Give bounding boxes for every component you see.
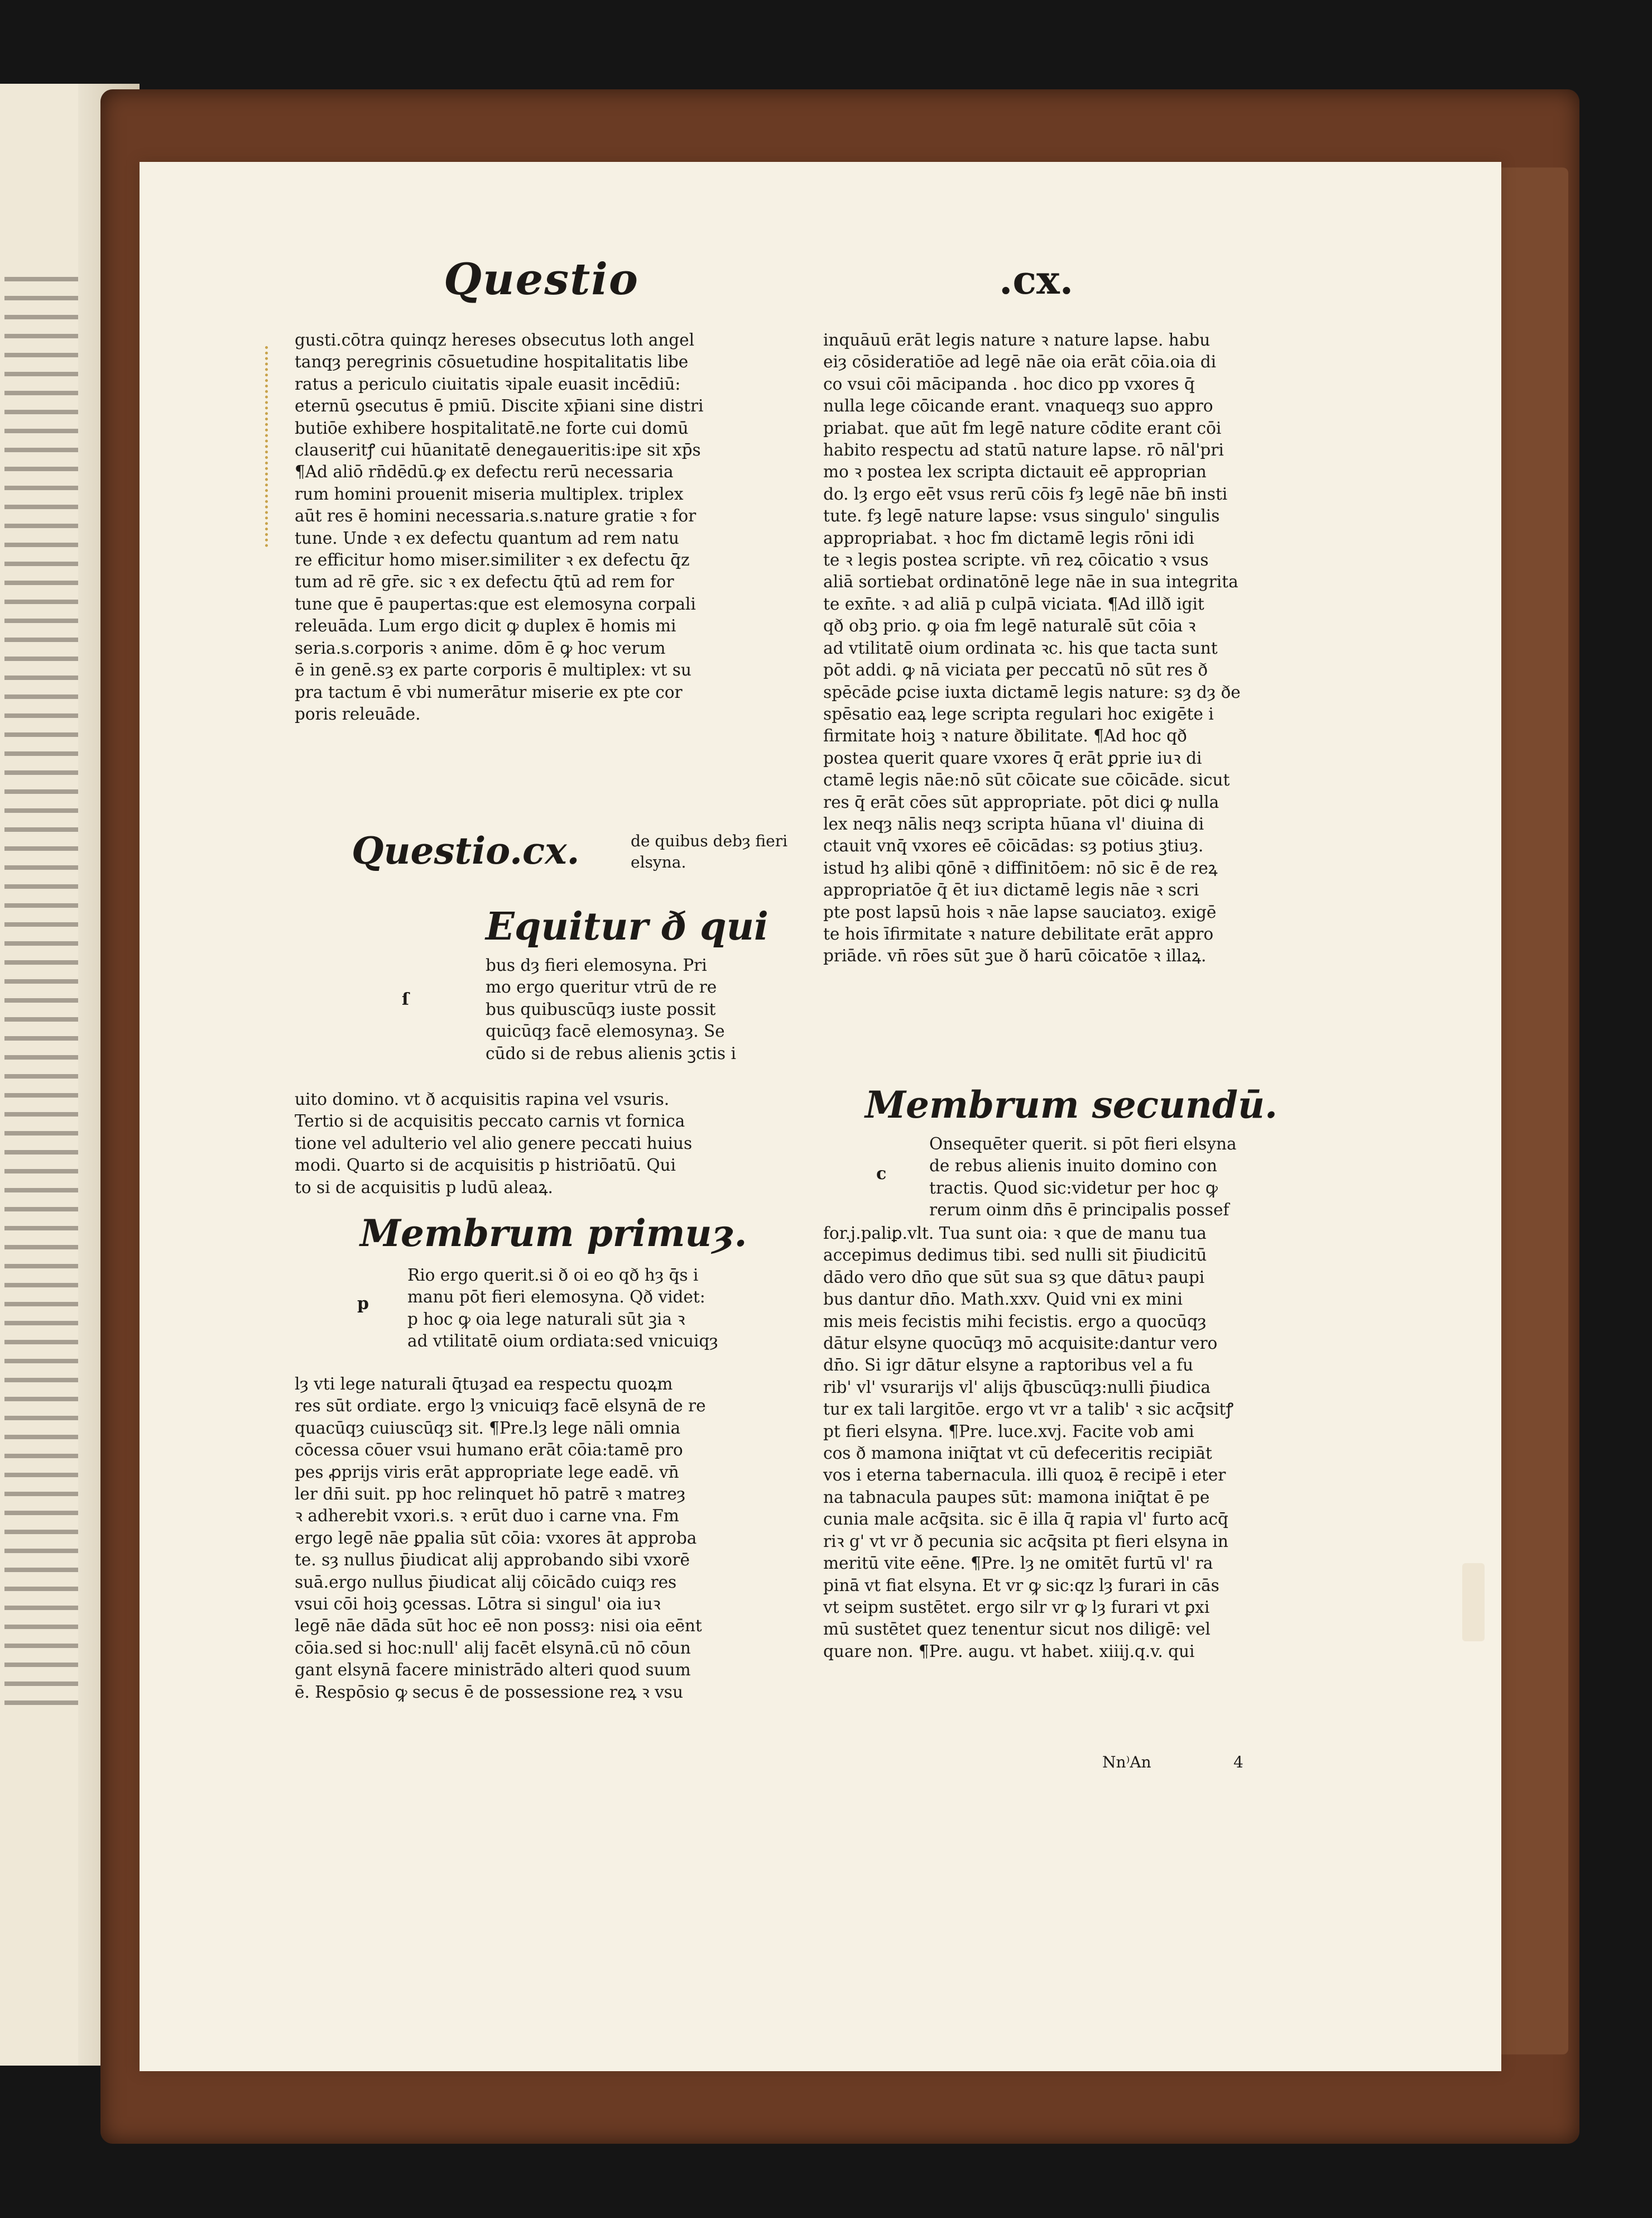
text-line: dātur elsyne quocūqȝ mō acquisite:dantur vero	[823, 1334, 1218, 1353]
section-opening-line: Equitur ð qui	[486, 904, 769, 949]
text-line: mū sustētet quez tenentur sicut nos diligē: vel	[823, 1620, 1211, 1639]
text-line: eternū ꝯsecutus ē pmiū. Discite xp̄iani sine distri	[295, 396, 704, 416]
text-line: nulla lege cōicande erant. vnaqueqȝ suo appro	[823, 396, 1213, 416]
text-line: tione vel adulterio vel alio genere peccati huius	[295, 1133, 693, 1153]
text-line: pes ꝓprijs viris erāt appropriate lege eadē. vn̄	[295, 1462, 679, 1482]
text-line: suā.ergo nullus p̄iudicat alij cōicādo cuiqȝ res	[295, 1572, 677, 1592]
text-line: dn̄o. Si igr dātur elsyne a raptoribus vel a fu	[823, 1355, 1193, 1375]
text-line: spēsatio eaꝝ lege scripta regulari hoc exigēte i	[823, 704, 1214, 724]
text-line: gusti.cōtra quinqz hereses obsecutus loth angel	[295, 330, 695, 349]
catchword: Nn⁾An	[1102, 1753, 1151, 1771]
text-line: ctamē legis nāe:nō sūt cōicate sue cōicāde. sicut	[823, 770, 1230, 790]
text-line: rib' vl' vsurarijs vl' alijs q̄buscūqȝ:nulli p̄iudica	[823, 1377, 1211, 1397]
text-line: to si de acquisitis p ludū aleaꝝ.	[295, 1177, 553, 1197]
text-line: ē in genē.sȝ ex parte corporis ē multiplex: vt su	[295, 660, 691, 680]
right-column-bottom-text	[823, 1223, 1351, 1663]
text-line: inquāuū erāt legis nature ꝛ nature lapse. habu	[823, 330, 1211, 349]
text-line: Onsequēter querit. si pōt fieri elsyna	[929, 1134, 1237, 1153]
text-line: tute. fȝ legē nature lapse: vsus singulo' singulis	[823, 506, 1220, 526]
text-line: quare non. ¶Pre. augu. vt habet. xiiij.q.v. qui	[823, 1641, 1195, 1661]
text-line: res sūt ordiate. ergo lȝ vnicuiqȝ facē elsynā de re	[295, 1396, 706, 1416]
signature-mark: 4	[1233, 1753, 1243, 1771]
text-line: vt seipm sustētet. ergo silr vr ꝙ lȝ furari vt ꝑxi	[823, 1597, 1210, 1617]
text-line: lex neqȝ nālis neqȝ scripta hūana vl' diuina di	[823, 814, 1204, 833]
text-line: qð obꝫ prio. ꝙ oia fm legē naturalē sūt cōia ꝛ	[823, 616, 1196, 636]
text-line: te. sȝ nullus p̄iudicat alij approbando sibi vxorē	[295, 1550, 690, 1570]
text-line: mo ergo queritur vtrū de re	[486, 978, 717, 997]
text-line: clauseritꝭ cui hūanitatē denegaueritis:ipe sit xp̄s	[295, 440, 701, 460]
text-line: do. lȝ ergo eēt vsus rerū cōis fȝ legē nāe bn̄ insti	[823, 484, 1228, 504]
text-line: firmitate hoiꝫ ꝛ nature ðbilitate. ¶Ad hoc qð	[823, 726, 1187, 746]
margin-annotation-mark	[265, 346, 273, 547]
text-line: re efficitur homo miser.similiter ꝛ ex defectu q̄z	[295, 550, 690, 570]
text-line: ler dn̄i suit. pp hoc relinquet hō patrē ꝛ matreȝ	[295, 1484, 686, 1504]
right-column-top-text	[823, 329, 1351, 967]
text-line: tractis. Quod sic:videtur per hoc ꝙ	[929, 1178, 1218, 1197]
text-line: pt fieri elsyna. ¶Pre. luce.xvj. Facite vob ami	[823, 1421, 1194, 1441]
text-line: appropriabat. ꝛ hoc fm dictamē legis rōni idi	[823, 528, 1194, 548]
text-line: ad vtilitatē oium ordinata ꝛc. his que tacta sunt	[823, 638, 1218, 658]
text-line: cōcessa cōuer vsui humano erāt cōia:tamē pro	[295, 1440, 683, 1460]
text-line: lȝ vti lege naturali q̄tuȝad ea respectu quoꝝm	[295, 1374, 673, 1393]
text-line: legē nāe dāda sūt hoc eē non possȝ: nisi oia eēnt	[295, 1616, 702, 1636]
text-line: priabat. que aūt fm legē nature cōdite erant cōi	[823, 418, 1222, 438]
text-line: rerum oinm dn̄s ē principalis possef	[929, 1200, 1230, 1220]
opening-paragraph-text	[486, 955, 798, 1065]
text-line: tanqȝ peregrinis cōsuetudine hospitalitatis libe	[295, 352, 689, 372]
text-line: vos i eterna tabernacula. illi quoꝝ ē recipē i eter	[823, 1465, 1226, 1485]
text-line: quicūqȝ facē elemosynaȝ. Se	[486, 1022, 725, 1041]
text-line: mis meis fecistis mihi fecistis. ergo a quocūqȝ	[823, 1311, 1207, 1331]
text-line: p hoc ꝙ oia lege naturali sūt ꝫia ꝛ	[407, 1309, 685, 1329]
text-line: istud hȝ alibi qōnē ꝛ diffinitōem: nō sic ē de reꝝ	[823, 858, 1218, 878]
text-line: for.j.paliꝑ.vlt. Tua sunt oia: ꝛ que de manu tua	[823, 1224, 1207, 1243]
question-heading: Questio.cx.	[352, 829, 580, 873]
left-column-top-text	[295, 329, 797, 725]
guide-letter-s: ſ	[402, 990, 409, 1009]
text-line: butiōe exhibere hospitalitatē.ne forte cui domū	[295, 418, 689, 438]
text-line: poris releuāde.	[295, 704, 421, 724]
text-line: postea querit quare vxores q̄ erāt ꝑprie iuꝛ di	[823, 748, 1202, 768]
text-line: tur ex tali largitōe. ergo vt vr a talib' ꝛ sic acq̄sitꝭ	[823, 1400, 1234, 1419]
text-line: te exn̄te. ꝛ ad aliā p culpā viciata. ¶Ad illð igit	[823, 594, 1204, 614]
text-line: pte post lapsū hois ꝛ nāe lapse sauciatoȝ. exigē	[823, 902, 1217, 922]
membrum-secundum-heading: Membrum secundū.	[865, 1083, 1278, 1127]
cover-right-edge	[1496, 167, 1568, 2054]
text-line: ad vtilitatē oium ordiata:sed vnicuiqȝ	[407, 1331, 718, 1351]
text-line: dādo vero dn̄o que sūt sua sȝ que dātuꝛ paupi	[823, 1267, 1205, 1287]
text-line: habito respectu ad statū nature lapse. rō nāl'pri	[823, 440, 1224, 460]
text-line: de rebus alienis inuito domino con	[929, 1156, 1217, 1176]
text-line: meritū vite eēne. ¶Pre. lȝ ne omitēt furtū vl' ra	[823, 1554, 1213, 1573]
text-line: co vsui cōi mācipanda . hoc dico pp vxores q̄	[823, 374, 1195, 394]
text-line: gant elsynā facere ministrādo alteri quod suum	[295, 1660, 691, 1680]
text-line: tum ad rē gr̄e. sic ꝛ ex defectu q̄tū ad rem for	[295, 572, 674, 592]
text-line: quacūqȝ cuiuscūqȝ sit. ¶Pre.lȝ lege nāli omnia	[295, 1418, 681, 1438]
left-column-middle-text	[295, 1089, 797, 1199]
text-line: tune. Unde ꝛ ex defectu quantum ad rem natu	[295, 528, 679, 548]
text-line: bus dȝ fieri elemosyna. Pri	[486, 956, 707, 975]
text-line: appropriatōe q̄ ēt iuꝛ dictamē legis nāe ꝛ scri	[823, 880, 1199, 900]
text-line: spēcāde ꝑcise iuxta dictamē legis nature: sȝ dȝ ðe	[823, 682, 1241, 702]
text-line: pra tactum ē vbi numerātur miserie ex pte cor	[295, 682, 683, 702]
text-line: ergo legē nāe ꝑpalia sūt cōia: vxores āt approba	[295, 1528, 697, 1548]
text-line: ¶Ad aliō rn̄dēdū.ꝙ ex defectu rerū necessaria	[295, 462, 674, 482]
text-line: releuāda. Lum ergo dicit ꝙ duplex ē homis mi	[295, 616, 676, 636]
guide-letter-c: c	[876, 1164, 887, 1184]
guide-letter-p: p	[357, 1294, 369, 1314]
running-header-title: Questio	[444, 254, 639, 305]
text-line: ē. Respōsio ꝙ secus ē de possessione reꝝ ꝛ vsu	[295, 1682, 683, 1702]
text-line: uito domino. vt ð acquisitis rapina vel vsuris.	[295, 1090, 670, 1109]
text-line: mo ꝛ postea lex scripta dictauit eē approprian	[823, 462, 1207, 482]
text-line: pōt addi. ꝙ nā viciata ꝑer peccatū nō sūt res ð	[823, 660, 1208, 680]
text-line: eiȝ cōsideratiōe ad legē nāe oia erāt cōia.oia di	[823, 352, 1217, 372]
text-line: seria.s.corporis ꝛ anime. dōm ē ꝙ hoc verum	[295, 638, 666, 658]
membrum-primus-intro-text	[407, 1264, 798, 1353]
text-line: manu pōt fieri elemosyna. Qð videt:	[407, 1287, 705, 1307]
book-page	[140, 162, 1501, 2071]
membrum-secundum-intro-text	[929, 1133, 1351, 1221]
text-line: aliā sortiebat ordinatōnē lege nāe in sua integrita	[823, 572, 1238, 592]
text-line: modi. Quarto si de acquisitis p histriōatū. Qui	[295, 1156, 676, 1175]
text-line: riꝛ g' vt vr ð pecunia sic acq̄sita pt fieri elsyna in	[823, 1531, 1228, 1551]
text-line: priāde. vn̄ rōes sūt ꝫue ð harū cōicatōe ꝛ illaꝝ.	[823, 946, 1207, 966]
text-line: ctauit vnq̄ vxores eē cōicādas: sȝ potius ꝫtiuȝ.	[823, 836, 1204, 856]
text-line: cōia.sed si hoc:null' alij facēt elsynā.cū nō cōun	[295, 1638, 691, 1657]
question-heading-subtitle: de quibus debȝ fieri elsyna.	[631, 832, 788, 871]
text-line: aūt res ē homini necessaria.s.nature gratie ꝛ for	[295, 506, 697, 526]
text-line: Tertio si de acquisitis peccato carnis vt fornica	[295, 1112, 685, 1131]
text-line: cunia male acq̄sita. sic ē illa q̄ rapia vl' furto acq̄	[823, 1510, 1228, 1529]
page-edge-tab	[1462, 1563, 1485, 1641]
membrum-primus-heading: Membrum primuȝ.	[360, 1211, 747, 1255]
text-line: na tabnacula paupes sūt: mamona iniq̄tat ē pe	[823, 1487, 1210, 1507]
text-line: ratus a periculo ciuitatis ꝛipale euasit incēdiū:	[295, 374, 681, 394]
left-column-bottom-text	[295, 1373, 797, 1703]
running-header-folio: .cx.	[999, 257, 1074, 303]
text-line: accepimus dedimus tibi. sed nulli sit p̄iudicitū	[823, 1245, 1207, 1265]
text-line: res q̄ erāt cōes sūt appropriate. pōt dici ꝙ nulla	[823, 792, 1219, 812]
text-line: bus dantur dn̄o. Math.xxv. Quid vni ex mini	[823, 1290, 1183, 1309]
text-line: ꝛ adherebit vxori.s. ꝛ erūt duo i carne vna. Fm	[295, 1506, 679, 1526]
text-line: Rio ergo querit.si ð oi eo qð hȝ q̄s i	[407, 1266, 699, 1285]
previous-page-text-bleed	[4, 262, 88, 1714]
text-line: tune que ē paupertas:que est elemosyna corpali	[295, 594, 696, 614]
text-line: pinā vt fiat elsyna. Et vr ꝙ sic:qz lȝ furari in cās	[823, 1575, 1219, 1595]
text-line: vsui cōi hoiꝫ ꝯcessas. Lōtra si singul' oia iuꝛ	[295, 1594, 661, 1614]
text-line: rum homini prouenit miseria multiplex. triplex	[295, 484, 684, 504]
text-line: te hois īfirmitate ꝛ nature debilitate erāt appro	[823, 924, 1214, 943]
text-line: cos ð mamona iniq̄tat vt cū defeceritis recipiāt	[823, 1444, 1212, 1463]
text-line: te ꝛ legis postea scripte. vn̄ reꝝ cōicatio ꝛ vsus	[823, 550, 1209, 570]
text-line: bus quibuscūqȝ iuste possit	[486, 999, 716, 1019]
text-line: cūdo si de rebus alienis ꝫctis i	[486, 1043, 736, 1063]
